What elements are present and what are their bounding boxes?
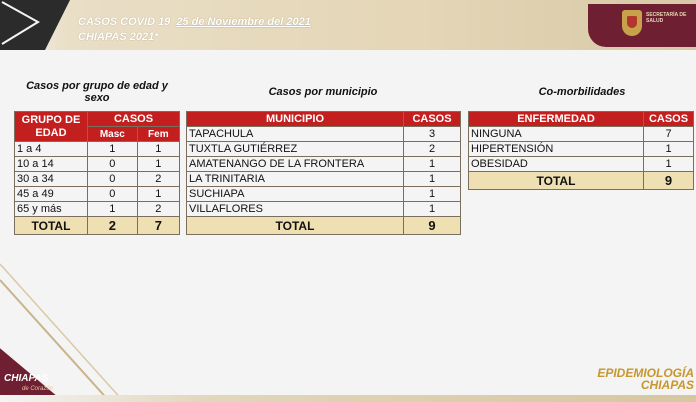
masc-cell: 0 — [88, 172, 138, 187]
comorb-head-cases: CASOS — [644, 112, 694, 127]
disease-cell: OBESIDAD — [469, 157, 644, 172]
cases-cell: 1 — [404, 157, 461, 172]
age-section-title-line2: sexo — [84, 92, 110, 104]
chiapas-logo-sub: de Corazón — [22, 386, 54, 392]
municipality-cell: TAPACHULA — [187, 127, 404, 142]
total-cases: 9 — [644, 172, 694, 190]
total-masc: 2 — [88, 217, 138, 235]
chiapas-logo-text: CHIAPAS — [4, 373, 49, 384]
cases-cell: 1 — [644, 157, 694, 172]
age-group-cell: 65 y más — [15, 202, 88, 217]
table-row — [469, 142, 694, 157]
epi-line1: EPIDEMIOLOGÍA — [597, 366, 694, 380]
cases-cell: 1 — [404, 172, 461, 187]
epidemiologia-logo — [578, 367, 694, 391]
comorb-head-disease: ENFERMEDAD — [469, 112, 644, 127]
muni-head-name: MUNICIPIO — [187, 112, 404, 127]
masc-cell: 0 — [88, 187, 138, 202]
disease-cell: HIPERTENSIÓN — [469, 142, 644, 157]
municipality-cell: LA TRINITARIA — [187, 172, 404, 187]
header-title — [78, 16, 311, 28]
age-table — [14, 111, 180, 235]
table-row — [469, 157, 694, 172]
footer-band — [0, 395, 696, 402]
table-row — [187, 172, 461, 187]
fem-cell: 2 — [137, 202, 179, 217]
fem-cell: 2 — [137, 172, 179, 187]
coat-of-arms-icon — [622, 10, 642, 36]
age-group-cell: 1 a 4 — [15, 142, 88, 157]
health-secretariat-logo — [588, 4, 696, 47]
header-date: 25 de Noviembre del 2021 — [176, 16, 311, 28]
fem-cell: 1 — [137, 157, 179, 172]
age-head-fem: Fem — [137, 127, 179, 142]
cases-cell: 3 — [404, 127, 461, 142]
total-row — [187, 217, 461, 235]
table-row — [469, 127, 694, 142]
total-row — [15, 217, 180, 235]
age-group-cell: 30 a 34 — [15, 172, 88, 187]
table-row — [15, 202, 180, 217]
municipality-table — [186, 111, 461, 235]
masc-cell: 1 — [88, 202, 138, 217]
muni-section-title: Casos por municipio — [268, 86, 378, 98]
cases-cell: 1 — [404, 187, 461, 202]
age-head-masc: Masc — [88, 127, 138, 142]
logo-text: SECRETARÍA DE SALUD — [646, 12, 687, 24]
table-row — [15, 172, 180, 187]
cases-cell: 7 — [644, 127, 694, 142]
masc-cell: 0 — [88, 157, 138, 172]
chiapas-de-corazon-logo — [4, 374, 53, 394]
age-head-cases: CASOS — [88, 112, 180, 127]
table-row — [187, 142, 461, 157]
age-head-group: GRUPO DE EDAD — [15, 112, 88, 142]
comorb-section-title: Co-morbilidades — [538, 86, 626, 98]
total-fem: 7 — [137, 217, 179, 235]
table-row — [187, 127, 461, 142]
table-row — [15, 157, 180, 172]
total-label: TOTAL — [15, 217, 88, 235]
age-group-cell: 45 a 49 — [15, 187, 88, 202]
header-subtitle: CHIAPAS 2021* — [78, 31, 159, 43]
municipality-cell: VILLAFLORES — [187, 202, 404, 217]
age-group-cell: 10 a 14 — [15, 157, 88, 172]
comorbidity-table — [468, 111, 694, 190]
epi-line2: CHIAPAS — [640, 378, 694, 392]
table-row — [15, 142, 180, 157]
muni-head-cases: CASOS — [404, 112, 461, 127]
table-row — [187, 187, 461, 202]
municipality-cell: SUCHIAPA — [187, 187, 404, 202]
municipality-cell: AMATENANGO DE LA FRONTERA — [187, 157, 404, 172]
total-label: TOTAL — [187, 217, 404, 235]
total-label: TOTAL — [469, 172, 644, 190]
total-cases: 9 — [404, 217, 461, 235]
fem-cell: 1 — [137, 187, 179, 202]
header-corner-decoration — [0, 0, 70, 50]
cases-cell: 1 — [404, 202, 461, 217]
table-row — [187, 157, 461, 172]
table-row — [15, 187, 180, 202]
header-title-text: CASOS COVID 19 — [78, 16, 171, 28]
cases-cell: 2 — [404, 142, 461, 157]
total-row — [469, 172, 694, 190]
age-section-title — [14, 80, 180, 104]
age-section-title-line1: Casos por grupo de edad y — [26, 80, 168, 92]
fem-cell: 1 — [137, 142, 179, 157]
masc-cell: 1 — [88, 142, 138, 157]
table-row — [187, 202, 461, 217]
disease-cell: NINGUNA — [469, 127, 644, 142]
municipality-cell: TUXTLA GUTIÉRREZ — [187, 142, 404, 157]
cases-cell: 1 — [644, 142, 694, 157]
